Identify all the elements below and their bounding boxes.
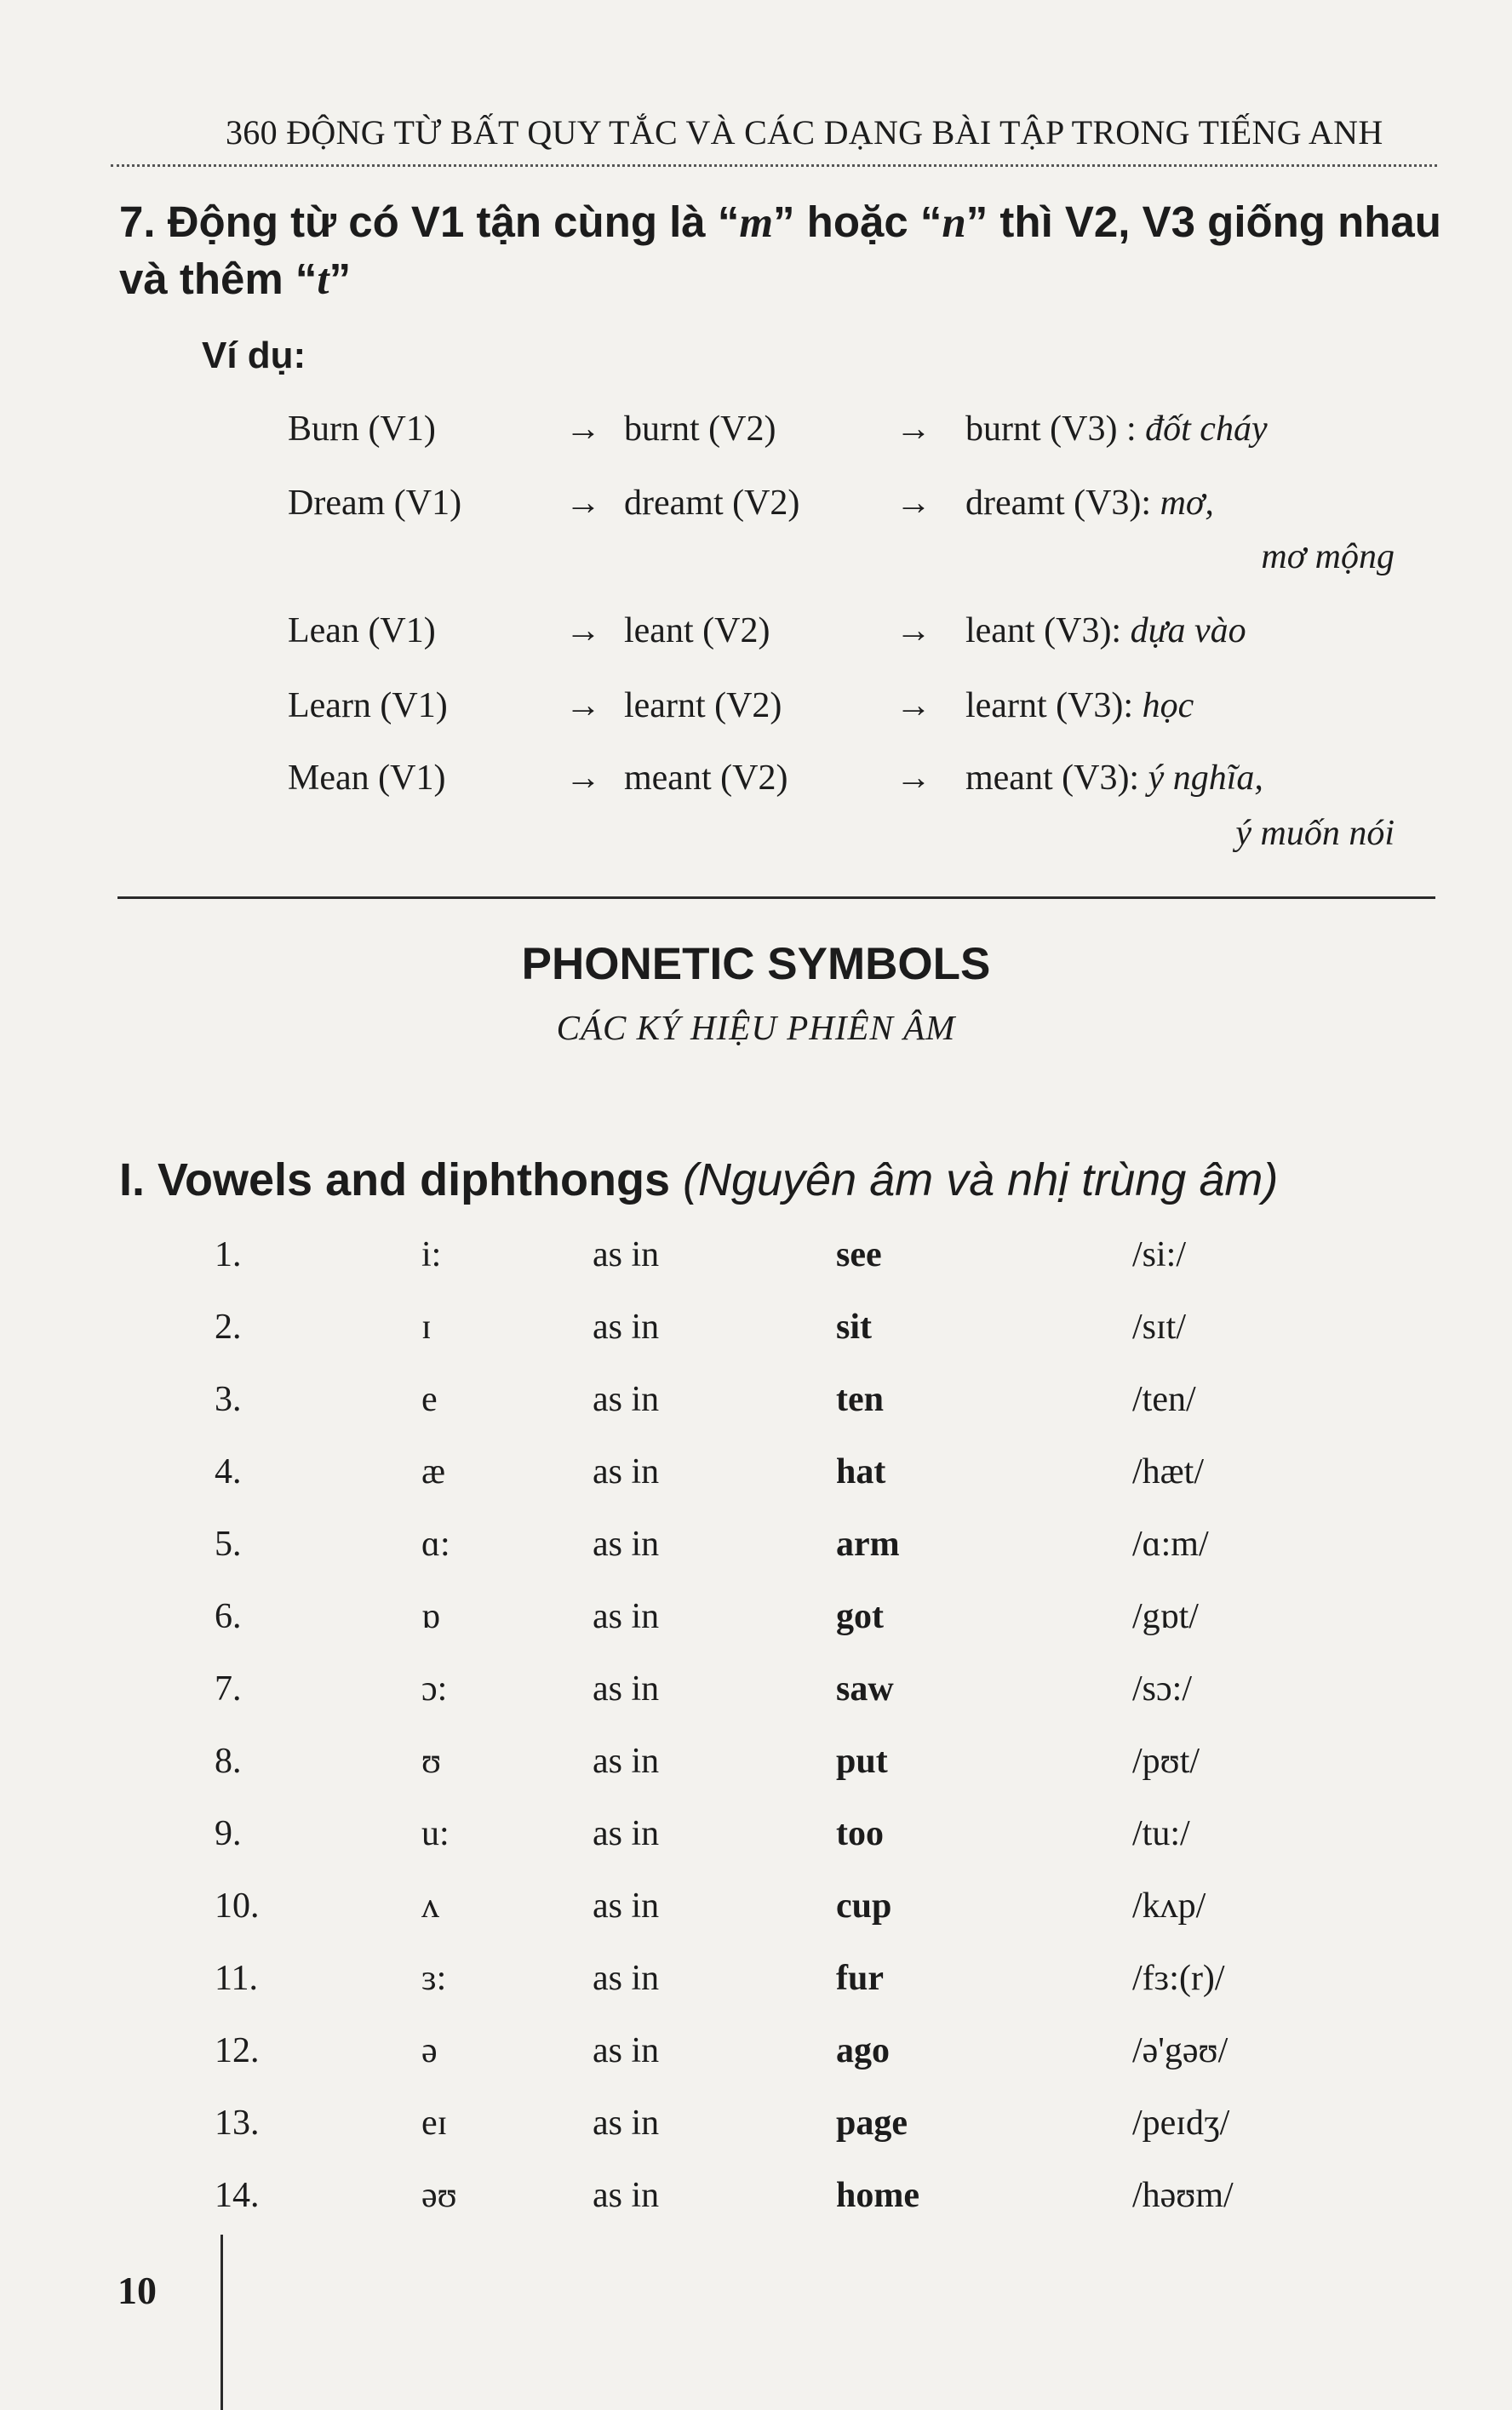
as-in-label: as in	[593, 1235, 660, 1274]
ipa-transcription: /tu:/	[1132, 1814, 1190, 1853]
arrow-icon: →	[565, 484, 601, 523]
vowel-row	[0, 1741, 1512, 1792]
ipa-transcription: /fɜ:(r)/	[1132, 1959, 1225, 1998]
phonetic-symbol: ɔ:	[421, 1669, 448, 1709]
vowel-row	[0, 1958, 1512, 2009]
vowel-row	[0, 1813, 1512, 1864]
arrow-icon: →	[896, 758, 931, 798]
arrow-icon: →	[896, 409, 931, 449]
vowel-row	[0, 2175, 1512, 2226]
meaning-continuation: mơ mộng	[1261, 537, 1395, 576]
ipa-transcription: /gɒt/	[1132, 1597, 1199, 1636]
phonetic-symbol: ʊ	[421, 1742, 442, 1781]
phonetic-symbol: ɑ:	[421, 1525, 450, 1564]
header-dotted-divider	[111, 164, 1437, 167]
ipa-transcription: /sɔ:/	[1132, 1669, 1192, 1709]
vowel-row	[0, 2030, 1512, 2081]
example-word: see	[836, 1235, 882, 1274]
vowel-row	[0, 1234, 1512, 1285]
meaning: ý nghĩa,	[1148, 758, 1263, 798]
example-word: got	[836, 1597, 884, 1636]
example-word: fur	[836, 1959, 884, 1998]
example-row	[0, 483, 1512, 534]
verb-v1: Burn (V1)	[288, 409, 436, 449]
margin-line	[220, 2235, 223, 2410]
section-divider	[117, 896, 1435, 899]
meaning-continuation: ý muốn nói	[1235, 814, 1395, 853]
example-word: put	[836, 1742, 888, 1781]
example-word: hat	[836, 1452, 886, 1491]
verb-v3: leant (V3): dựa vào	[965, 611, 1246, 650]
verb-v1: Mean (V1)	[288, 758, 446, 798]
as-in-label: as in	[593, 1959, 660, 1998]
row-number: 14.	[215, 2176, 260, 2215]
phonetic-symbol: æ	[421, 1452, 446, 1491]
as-in-label: as in	[593, 1886, 660, 1926]
verb-v3: learnt (V3): học	[965, 686, 1194, 725]
as-in-label: as in	[593, 1308, 660, 1347]
verb-v1: Lean (V1)	[288, 611, 436, 650]
verb-v2: burnt (V2)	[624, 409, 776, 449]
ipa-transcription: /ə'gəʊ/	[1132, 2031, 1228, 2070]
arrow-icon: →	[896, 484, 931, 523]
verb-v1: Dream (V1)	[288, 484, 462, 523]
phonetic-symbol: ɜ:	[421, 1959, 447, 1998]
vowel-row	[0, 1451, 1512, 1503]
phonetic-symbol: i:	[421, 1235, 442, 1274]
ipa-transcription: /peɪdʒ/	[1132, 2104, 1230, 2143]
row-number: 10.	[215, 1886, 260, 1926]
phonetic-symbol: eɪ	[421, 2104, 448, 2143]
vowels-heading: I. Vowels and diphthongs (Nguyên âm và nhị trùng âm)	[119, 1154, 1279, 1205]
meaning: đốt cháy	[1145, 409, 1268, 449]
row-number: 6.	[215, 1597, 242, 1636]
as-in-label: as in	[593, 2176, 660, 2215]
running-header: 360 ĐỘNG TỪ BẤT QUY TẮC VÀ CÁC DẠNG BÀI TẬP TRONG TIẾNG ANH	[226, 113, 1383, 152]
vowel-row	[0, 2103, 1512, 2154]
verb-v3: meant (V3): ý nghĩa,	[965, 758, 1263, 798]
phonetic-symbol: ɪ	[421, 1308, 432, 1347]
row-number: 3.	[215, 1380, 242, 1419]
row-number: 11.	[215, 1959, 258, 1998]
example-word: sit	[836, 1308, 872, 1347]
phonetic-symbol: əʊ	[421, 2176, 457, 2215]
phonetic-symbol: ɒ	[421, 1597, 440, 1636]
as-in-label: as in	[593, 1452, 660, 1491]
row-number: 7.	[215, 1669, 242, 1709]
vowel-row	[0, 1379, 1512, 1430]
ipa-transcription: /ten/	[1132, 1380, 1196, 1419]
ipa-transcription: /sɪt/	[1132, 1308, 1187, 1347]
example-word: home	[836, 2176, 919, 2215]
row-number: 1.	[215, 1235, 242, 1274]
phonetic-symbol: ʌ	[421, 1886, 439, 1926]
example-row-continuation	[0, 813, 1512, 864]
verb-v2: meant (V2)	[624, 758, 788, 798]
meaning: dựa vào	[1130, 611, 1246, 650]
as-in-label: as in	[593, 1597, 660, 1636]
phonetic-title: PHONETIC SYMBOLS	[521, 939, 991, 989]
example-word: ago	[836, 2031, 890, 2070]
vowel-row	[0, 1886, 1512, 1937]
arrow-icon: →	[565, 611, 601, 650]
example-label: Ví dụ:	[202, 335, 306, 376]
phonetic-symbol: u:	[421, 1814, 450, 1853]
meaning: mơ,	[1160, 484, 1214, 523]
verb-v2: leant (V2)	[624, 611, 770, 650]
example-row	[0, 610, 1512, 661]
example-word: cup	[836, 1886, 892, 1926]
ipa-transcription: /kʌp/	[1132, 1886, 1206, 1926]
page-number: 10	[117, 2269, 157, 2312]
row-number: 12.	[215, 2031, 260, 2070]
vowel-row	[0, 1596, 1512, 1647]
ipa-transcription: /ɑ:m/	[1132, 1525, 1209, 1564]
phonetic-symbol: e	[421, 1380, 438, 1419]
as-in-label: as in	[593, 2104, 660, 2143]
verb-v3: dreamt (V3): mơ,	[965, 484, 1214, 523]
row-number: 8.	[215, 1742, 242, 1781]
example-row-continuation	[0, 536, 1512, 587]
verb-v2: dreamt (V2)	[624, 484, 800, 523]
example-word: ten	[836, 1380, 884, 1419]
verb-v1: Learn (V1)	[288, 686, 448, 725]
ipa-transcription: /hæt/	[1132, 1452, 1205, 1491]
example-word: page	[836, 2104, 908, 2143]
verb-v3: burnt (V3) : đốt cháy	[965, 409, 1268, 449]
ipa-transcription: /si:/	[1132, 1235, 1187, 1274]
as-in-label: as in	[593, 1525, 660, 1564]
as-in-label: as in	[593, 1742, 660, 1781]
arrow-icon: →	[896, 611, 931, 650]
arrow-icon: →	[565, 758, 601, 798]
row-number: 2.	[215, 1308, 242, 1347]
as-in-label: as in	[593, 1814, 660, 1853]
row-number: 13.	[215, 2104, 260, 2143]
arrow-icon: →	[896, 686, 931, 725]
example-row	[0, 758, 1512, 809]
example-row	[0, 409, 1512, 460]
phonetic-symbol: ə	[421, 2031, 438, 2070]
row-number: 5.	[215, 1525, 242, 1564]
as-in-label: as in	[593, 2031, 660, 2070]
row-number: 9.	[215, 1814, 242, 1853]
phonetic-subtitle: CÁC KÝ HIỆU PHIÊN ÂM	[556, 1008, 956, 1047]
example-word: arm	[836, 1525, 900, 1564]
as-in-label: as in	[593, 1380, 660, 1419]
vowel-row	[0, 1524, 1512, 1575]
example-word: too	[836, 1814, 884, 1853]
example-row	[0, 685, 1512, 736]
example-word: saw	[836, 1669, 894, 1709]
ipa-transcription: /həʊm/	[1132, 2176, 1234, 2215]
verb-v2: learnt (V2)	[624, 686, 782, 725]
arrow-icon: →	[565, 409, 601, 449]
vowel-row	[0, 1669, 1512, 1720]
arrow-icon: →	[565, 686, 601, 725]
ipa-transcription: /pʊt/	[1132, 1742, 1200, 1781]
meaning: học	[1142, 686, 1194, 725]
vowel-row	[0, 1307, 1512, 1358]
row-number: 4.	[215, 1452, 242, 1491]
section-7-title: 7. Động từ có V1 tận cùng là “m” hoặc “n” thì V2, V3 giống nhau và thêm “t”	[119, 197, 1441, 304]
as-in-label: as in	[593, 1669, 660, 1709]
